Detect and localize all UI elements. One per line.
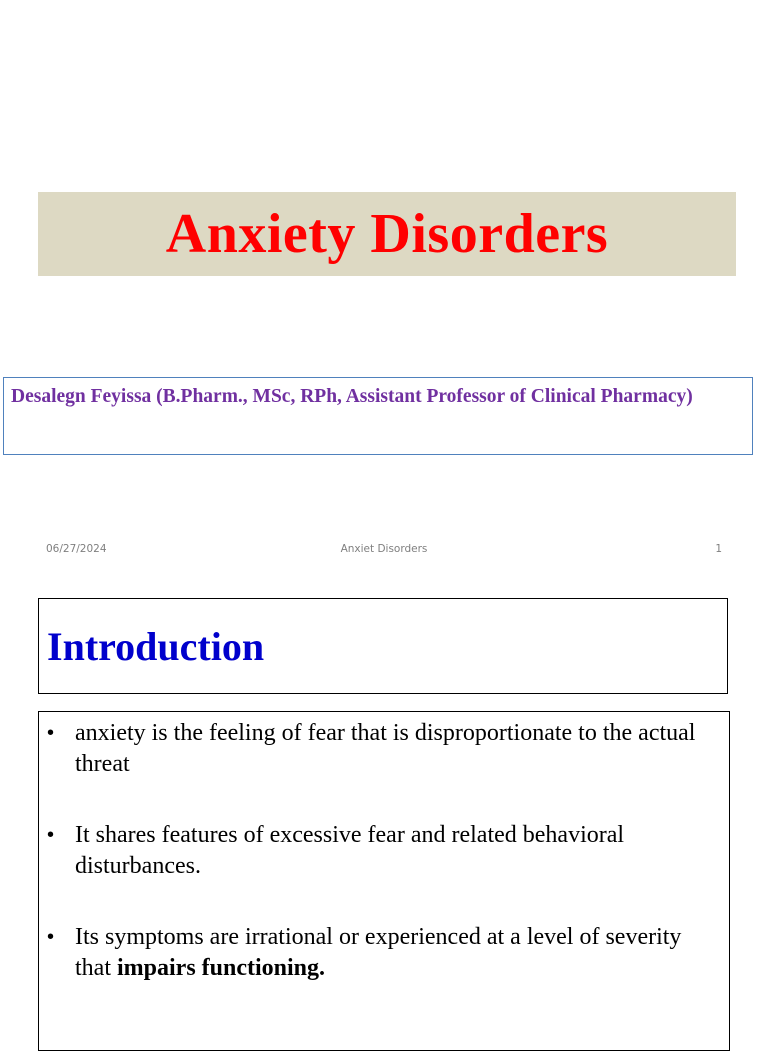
bullet-list: [38, 711, 730, 1051]
footer-page-number: 1: [715, 543, 722, 555]
bullet-icon: •: [47, 722, 55, 744]
heading-box: [38, 598, 728, 694]
slide-title: Anxiety Disorders: [165, 203, 609, 265]
bullet-text-bold: impairs functioning.: [117, 954, 326, 981]
section-heading: Introduction: [47, 623, 265, 669]
bullet-text: Its symptoms are irrational or experienced at a level of severity that: [75, 924, 682, 981]
slide-footer: [0, 543, 768, 559]
bullet-item: [47, 922, 715, 983]
footer-date: 06/27/2024: [46, 543, 107, 555]
author-box: [3, 377, 753, 455]
title-band: [38, 192, 736, 276]
bullet-item: [47, 820, 715, 881]
footer-title: Anxiet Disorders: [340, 543, 428, 555]
bullet-text: anxiety is the feeling of fear that is disproportionate to the actual threat: [75, 720, 696, 777]
author-text: Desalegn Feyissa (B.Pharm., MSc, RPh, Assistant Professor of Clinical Pharmacy): [11, 386, 693, 407]
bullet-text: It shares features of excessive fear and related behavioral disturbances.: [75, 822, 625, 879]
bullet-icon: •: [47, 824, 55, 846]
bullet-item: [47, 718, 715, 779]
bullet-icon: •: [47, 926, 55, 948]
